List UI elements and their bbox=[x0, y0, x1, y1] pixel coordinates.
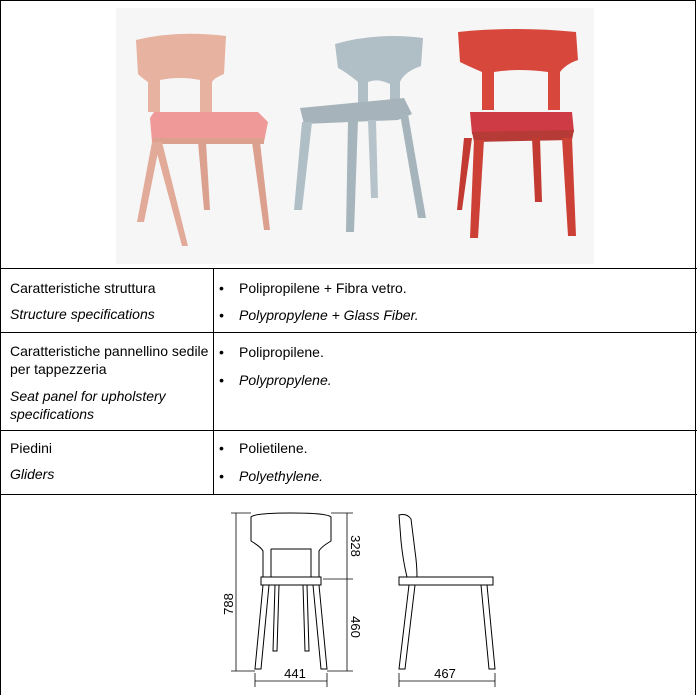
label-en: Seat panel for upholstery specifications bbox=[10, 388, 166, 422]
column-divider bbox=[213, 268, 214, 495]
dim-seat-height: 460 bbox=[348, 616, 363, 638]
spec-value-seat-panel bbox=[219, 343, 689, 389]
spec-value-gliders bbox=[219, 439, 689, 485]
divider bbox=[1, 430, 697, 431]
label-it: Piedini bbox=[10, 440, 53, 456]
dim-backrest-height: 328 bbox=[348, 535, 363, 557]
spec-label-seat-panel bbox=[10, 342, 210, 423]
dim-total-height: 788 bbox=[221, 593, 236, 615]
front-view bbox=[251, 513, 331, 669]
dim-depth: 467 bbox=[434, 666, 456, 681]
dimension-drawing bbox=[211, 501, 511, 691]
label-it: Caratteristiche pannellino sedile per tappezzeria bbox=[10, 343, 209, 377]
value-it: • Polietilene. bbox=[219, 439, 689, 457]
label-en: Gliders bbox=[10, 466, 55, 482]
label-it: Caratteristiche struttura bbox=[10, 280, 156, 296]
dim-width: 441 bbox=[284, 666, 306, 681]
side-view bbox=[399, 515, 495, 670]
spec-label-gliders bbox=[10, 439, 210, 483]
divider bbox=[1, 268, 697, 269]
divider bbox=[1, 332, 697, 333]
value-en: • Polyethylene. bbox=[219, 467, 689, 485]
value-en: • Polypropylene + Glass Fiber. bbox=[219, 306, 689, 324]
value-it: • Polipropilene + Fibra vetro. bbox=[219, 279, 689, 297]
spec-value-structure bbox=[219, 279, 689, 324]
spec-label-structure bbox=[10, 279, 210, 323]
divider bbox=[1, 494, 697, 495]
value-it: • Polipropilene. bbox=[219, 343, 689, 361]
label-en: Structure specifications bbox=[10, 306, 155, 322]
product-photo bbox=[2, 2, 696, 268]
value-en: • Polypropylene. bbox=[219, 371, 689, 389]
